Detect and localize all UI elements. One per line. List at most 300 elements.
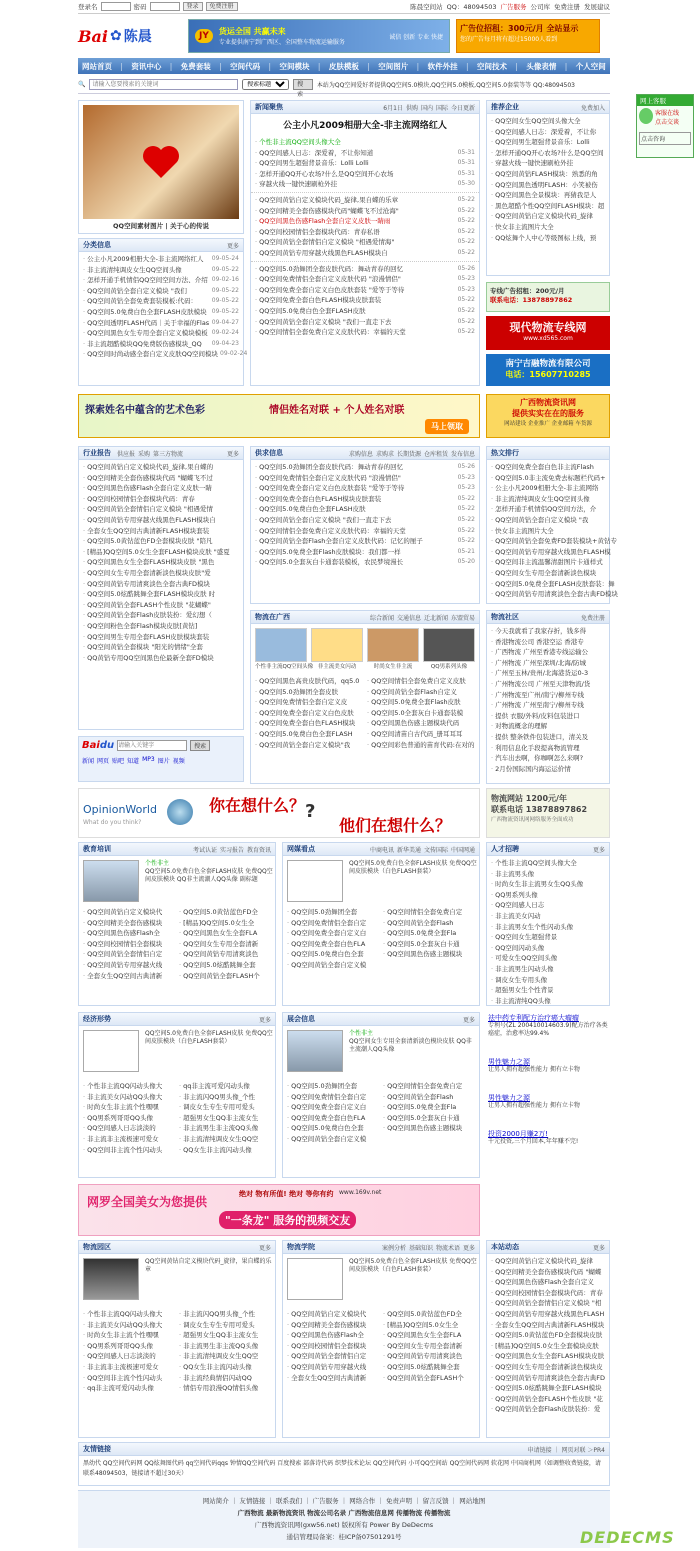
tab[interactable]: 第三方物流 [153, 450, 184, 458]
list-item[interactable] [491, 494, 605, 505]
list-item[interactable] [367, 740, 475, 751]
list-item[interactable] [255, 697, 363, 708]
recommend-more[interactable]: 免费加入 [580, 104, 605, 112]
list-item[interactable] [367, 697, 475, 708]
list-item[interactable] [83, 515, 239, 526]
list-item[interactable] [83, 1113, 175, 1124]
list-item[interactable] [255, 557, 475, 568]
list-item[interactable] [83, 1081, 175, 1092]
tab[interactable]: 采购 [138, 450, 151, 458]
list-item[interactable] [83, 1373, 175, 1384]
list-item[interactable] [83, 907, 175, 918]
list-item[interactable] [287, 928, 379, 939]
list-item[interactable] [255, 526, 475, 537]
thumb-card[interactable] [255, 628, 314, 670]
list-item[interactable] [255, 327, 475, 338]
tab[interactable]: 求购求 [375, 450, 394, 458]
list-item[interactable] [83, 1092, 175, 1103]
station-more[interactable]: 更多 [592, 1244, 605, 1252]
line-ad-price[interactable] [486, 282, 610, 312]
search-input[interactable] [89, 79, 238, 90]
text-ad[interactable] [488, 1014, 608, 1038]
list-item[interactable] [287, 939, 379, 950]
tab[interactable]: 基础知识 [408, 1244, 433, 1252]
list-item[interactable] [367, 708, 475, 719]
list-item[interactable] [179, 1134, 271, 1145]
list-item[interactable] [491, 743, 605, 754]
list-item[interactable] [83, 318, 239, 329]
list-item[interactable] [179, 1113, 271, 1124]
expo-thumb-title[interactable]: 个性非主 [349, 1030, 374, 1037]
list-item[interactable] [83, 547, 239, 558]
list-item[interactable] [491, 1298, 605, 1309]
list-item[interactable] [491, 721, 605, 732]
list-item[interactable] [83, 568, 239, 579]
tab[interactable]: 中国网通 [450, 846, 475, 854]
list-item[interactable] [255, 317, 475, 328]
list-item[interactable] [83, 928, 175, 939]
list-item[interactable] [491, 1373, 605, 1384]
opinion-world-banner[interactable] [78, 788, 480, 838]
list-item[interactable] [179, 1092, 271, 1103]
list-item[interactable] [287, 1123, 379, 1134]
list-item[interactable] [83, 504, 239, 515]
list-item[interactable] [491, 589, 619, 600]
text-ad[interactable] [488, 1130, 608, 1146]
list-item[interactable] [83, 349, 248, 360]
list-item[interactable] [491, 148, 605, 159]
tab[interactable]: 案例分析 [381, 1244, 406, 1252]
list-item[interactable] [83, 1309, 175, 1320]
tab[interactable]: 教育资讯 [246, 846, 271, 854]
list-item[interactable] [491, 1383, 605, 1394]
edu-thumb[interactable] [83, 860, 139, 902]
list-item[interactable] [255, 179, 475, 190]
tab[interactable]: 东盟贸易 [450, 614, 475, 622]
list-item[interactable] [491, 1277, 605, 1288]
list-item[interactable] [287, 907, 379, 918]
list-item[interactable] [83, 1320, 175, 1331]
nanning-company-ad[interactable] [486, 354, 610, 386]
list-item[interactable] [491, 1309, 605, 1320]
search-type-select[interactable] [242, 79, 289, 90]
list-item[interactable] [491, 127, 605, 138]
list-item[interactable] [83, 275, 239, 286]
baidu-search-button[interactable]: 搜索 [190, 740, 210, 751]
friend-links-list[interactable]: 黑幼代 QQ空间代码网 QQ炫舞图代码 qq空间代码qqs 钟情QQ空间代码 百度搜索 部落诗代码 织梦技术论坛 QQ空间代码 小可QQ空间站 QQ空间代码网 软花网 中国商机网（如调整收费链接，请联系48094503，链接请不超过30天） [83, 1460, 601, 1477]
list-item[interactable] [179, 971, 271, 982]
edu-thumb-title[interactable]: 个性非主 [145, 860, 170, 867]
list-item[interactable] [255, 227, 475, 238]
baidu-link[interactable]: 视频 [172, 758, 185, 765]
list-item[interactable] [83, 1145, 175, 1156]
tab[interactable]: 考试认证 [192, 846, 217, 854]
list-item[interactable] [491, 1351, 605, 1362]
list-item[interactable] [179, 1102, 271, 1113]
list-item[interactable] [287, 949, 379, 960]
list-item[interactable] [255, 264, 475, 275]
list-item[interactable] [83, 960, 175, 971]
tab[interactable]: 交通信息 [396, 614, 421, 622]
list-item[interactable] [491, 504, 605, 515]
list-item[interactable] [287, 1341, 379, 1352]
list-item[interactable] [491, 975, 605, 986]
list-item[interactable] [255, 740, 363, 751]
list-item[interactable] [255, 536, 475, 547]
list-item[interactable] [255, 729, 363, 740]
tab[interactable]: 仓库租赁 [423, 450, 448, 458]
list-item[interactable] [255, 206, 475, 217]
list-item[interactable] [383, 1102, 475, 1113]
list-item[interactable] [491, 483, 605, 494]
free-register-link[interactable]: 免费注册 [554, 3, 580, 11]
list-item[interactable] [255, 148, 475, 159]
photo-caption[interactable]: QQ空间素材图片 | 关于心的传说 [113, 222, 209, 230]
logistics-site-ad[interactable] [486, 788, 610, 838]
baidu-link[interactable]: 网页 [97, 758, 110, 765]
list-item[interactable] [287, 1362, 379, 1373]
list-item[interactable] [179, 1362, 271, 1373]
list-item[interactable] [383, 1092, 475, 1103]
list-item[interactable] [179, 1320, 271, 1331]
list-item[interactable] [491, 911, 605, 922]
list-item[interactable] [179, 1309, 271, 1320]
baidu-link[interactable]: 贴吧 [112, 758, 125, 765]
list-item[interactable] [83, 286, 239, 297]
list-item[interactable] [491, 1320, 605, 1331]
tab[interactable]: 6月1日 [383, 104, 403, 112]
thumb-card[interactable] [311, 628, 363, 670]
ad-price-box[interactable] [456, 19, 600, 53]
list-item[interactable] [83, 265, 239, 276]
tab[interactable]: 中商电讯 [369, 846, 394, 854]
list-item[interactable] [491, 996, 605, 1007]
list-item[interactable] [491, 515, 605, 526]
list-item[interactable] [383, 1341, 475, 1352]
list-item[interactable] [255, 676, 363, 687]
tab[interactable]: 物流术语 [435, 1244, 460, 1252]
list-item[interactable] [255, 547, 475, 558]
list-item[interactable] [491, 732, 605, 743]
list-item[interactable] [255, 473, 475, 484]
list-item[interactable] [287, 1134, 379, 1145]
list-item[interactable] [255, 504, 475, 515]
jy-logistics-banner[interactable] [188, 19, 450, 53]
list-item[interactable] [179, 1341, 271, 1352]
list-item[interactable] [491, 1256, 605, 1267]
list-item[interactable] [491, 536, 618, 547]
password-input[interactable] [150, 2, 180, 11]
list-item[interactable] [491, 647, 605, 658]
list-item[interactable] [179, 1330, 271, 1341]
tab[interactable]: 实习报告 [219, 846, 244, 854]
list-item[interactable] [491, 700, 605, 711]
consult-button[interactable]: 点击咨询 [639, 132, 691, 145]
list-item[interactable] [179, 1383, 271, 1394]
list-item[interactable] [179, 907, 271, 918]
expo-thumb[interactable] [287, 1030, 343, 1072]
list-item[interactable] [255, 515, 475, 526]
tab[interactable]: 供应报 [117, 450, 136, 458]
list-item[interactable] [491, 953, 605, 964]
list-item[interactable] [491, 1404, 605, 1415]
list-item[interactable] [287, 1330, 379, 1341]
talent-more[interactable]: 更多 [592, 846, 605, 854]
list-item[interactable] [83, 536, 239, 547]
list-item[interactable] [491, 679, 605, 690]
school-thumb[interactable] [287, 1258, 343, 1300]
tab[interactable]: 发布信息 [450, 450, 475, 458]
name-couplet-banner[interactable] [78, 394, 480, 438]
nav-home[interactable]: 网站首页 [82, 61, 112, 71]
list-item[interactable] [83, 307, 239, 318]
list-item[interactable] [83, 254, 239, 265]
list-item[interactable] [83, 462, 239, 473]
list-item[interactable] [491, 764, 605, 775]
list-item[interactable] [255, 158, 475, 169]
tab[interactable]: 国内 [420, 104, 433, 112]
list-item[interactable] [383, 939, 475, 950]
list-item[interactable] [179, 918, 271, 929]
list-item[interactable] [491, 169, 605, 180]
list-item[interactable] [491, 637, 605, 648]
list-item[interactable] [83, 600, 239, 611]
list-item[interactable] [83, 621, 239, 632]
list-item[interactable] [491, 753, 605, 764]
list-item[interactable] [83, 526, 239, 537]
modern-logistics-ad[interactable] [486, 316, 610, 350]
classified-more[interactable]: 更多 [226, 242, 239, 250]
list-item[interactable] [83, 971, 175, 982]
list-item[interactable] [255, 483, 475, 494]
tab[interactable]: 长期货源 [396, 450, 421, 458]
ad-service-link[interactable]: 广告服务 [500, 3, 527, 11]
list-item[interactable] [383, 1320, 475, 1331]
company-link[interactable]: 公司库 [530, 3, 550, 11]
list-item[interactable] [383, 1309, 475, 1320]
list-item[interactable] [255, 462, 475, 473]
tab[interactable]: 文传国际 [423, 846, 448, 854]
list-item[interactable] [179, 1081, 271, 1092]
list-item[interactable] [83, 339, 239, 350]
list-item[interactable] [383, 907, 475, 918]
list-item[interactable] [383, 928, 475, 939]
list-item[interactable] [491, 879, 605, 890]
list-item[interactable] [383, 949, 475, 960]
nav-space-module[interactable]: 空间模块 [279, 61, 310, 71]
list-item[interactable] [383, 1330, 475, 1341]
site-link[interactable]: 陈晨空间站 [410, 3, 443, 11]
list-item[interactable] [83, 949, 175, 960]
list-item[interactable] [179, 960, 271, 971]
list-item[interactable] [287, 960, 379, 971]
list-item[interactable] [83, 296, 239, 307]
list-item[interactable] [83, 328, 239, 339]
list-item[interactable] [255, 306, 475, 317]
thumb-card[interactable] [367, 628, 419, 670]
nav-software[interactable]: 软件外挂 [427, 61, 458, 71]
baidu-link[interactable]: MP3 [142, 756, 155, 763]
text-ad[interactable] [488, 1058, 608, 1074]
economy-more[interactable]: 更多 [258, 1016, 271, 1024]
tab[interactable]: 国际 [435, 104, 448, 112]
list-item[interactable] [179, 1123, 271, 1134]
list-item[interactable] [367, 729, 475, 740]
tab[interactable]: 求购信息 [348, 450, 373, 458]
apply-link[interactable]: 申请链接 ｜ 网页对联 ＞PR4 [527, 1446, 605, 1454]
list-item[interactable] [491, 922, 605, 933]
list-item[interactable] [83, 589, 239, 600]
list-item[interactable] [367, 687, 475, 698]
list-item[interactable] [383, 1081, 475, 1092]
list-item[interactable] [383, 1351, 475, 1362]
footer-links[interactable]: 网站简介 ｜ 友情链接 ｜ 联系我们 ｜ 广告服务 ｜ 网络合作 ｜ 免责声明 ｜ 留言反馈 ｜ 网站地图 [202, 1497, 486, 1505]
list-item[interactable] [491, 943, 605, 954]
list-item[interactable] [287, 1351, 379, 1362]
news-headline[interactable]: 公主小凡2009相册大全-非主流网络红人 [283, 121, 447, 131]
list-item[interactable] [383, 1362, 475, 1373]
list-item[interactable] [491, 116, 605, 127]
list-item[interactable] [83, 653, 239, 664]
list-item[interactable] [287, 1373, 379, 1384]
list-item[interactable] [491, 668, 605, 679]
login-button[interactable]: 登录 [183, 2, 203, 11]
register-button[interactable]: 免费注册 [206, 2, 238, 11]
list-item[interactable] [491, 985, 605, 996]
baidu-link[interactable]: 图片 [157, 758, 170, 765]
list-item[interactable] [83, 579, 239, 590]
list-item[interactable] [255, 248, 475, 259]
video-dating-banner[interactable] [78, 1184, 480, 1236]
list-item[interactable] [179, 1351, 271, 1362]
username-input[interactable] [101, 2, 131, 11]
list-item[interactable] [491, 658, 605, 669]
list-item[interactable] [83, 1341, 175, 1352]
list-item[interactable] [83, 642, 239, 653]
list-item[interactable] [491, 579, 615, 590]
list-item[interactable] [83, 1123, 175, 1134]
list-item[interactable] [367, 718, 475, 729]
list-item[interactable] [83, 1102, 175, 1113]
list-item[interactable] [491, 1267, 605, 1278]
list-item[interactable] [83, 918, 175, 929]
list-item[interactable] [491, 233, 605, 244]
list-item[interactable] [367, 676, 475, 687]
list-item[interactable] [491, 1394, 605, 1405]
baidu-search-input[interactable] [117, 740, 187, 751]
nav-free-kits[interactable]: 免费套装 [180, 61, 211, 71]
online-service-float[interactable] [636, 94, 694, 158]
list-item[interactable] [255, 295, 475, 306]
list-item[interactable] [83, 494, 239, 505]
list-item[interactable] [83, 1383, 175, 1394]
park-more[interactable]: 更多 [258, 1244, 271, 1252]
netv-thumb[interactable] [287, 860, 343, 902]
tab[interactable]: 新华美通 [396, 846, 421, 854]
list-item[interactable] [491, 932, 605, 943]
list-item[interactable] [255, 494, 475, 505]
list-item[interactable] [83, 939, 175, 950]
list-item[interactable] [255, 274, 475, 285]
list-item[interactable] [491, 568, 605, 579]
list-item[interactable] [83, 483, 239, 494]
nav-skin-template[interactable]: 皮肤模板 [328, 61, 359, 71]
publish-link[interactable]: 发展建议 [584, 3, 610, 11]
list-item[interactable] [491, 900, 605, 911]
list-item[interactable] [491, 526, 605, 537]
list-item[interactable] [179, 928, 271, 939]
list-item[interactable] [491, 858, 605, 869]
list-item[interactable] [179, 939, 271, 950]
list-item[interactable] [491, 211, 605, 222]
list-item[interactable] [491, 711, 605, 722]
get-now-button[interactable]: 马上领取 [425, 419, 469, 434]
list-item[interactable] [83, 1134, 175, 1145]
tab[interactable]: 迁北新闻 [423, 614, 448, 622]
list-item[interactable] [179, 1145, 271, 1156]
tab[interactable]: 更多 [462, 1244, 475, 1252]
list-item[interactable] [491, 890, 605, 901]
baidu-link[interactable]: 新闻 [82, 758, 95, 765]
list-item[interactable] [491, 869, 605, 880]
list-item[interactable] [287, 1092, 379, 1103]
list-item[interactable] [83, 1330, 175, 1341]
list-item[interactable] [491, 1288, 605, 1299]
list-item[interactable] [287, 918, 379, 929]
list-item[interactable] [255, 169, 475, 180]
list-item[interactable] [287, 1113, 379, 1124]
gx-logistics-ad[interactable] [486, 394, 610, 438]
list-item[interactable] [491, 137, 605, 148]
nav-news[interactable]: 资讯中心 [131, 61, 162, 71]
piano-thumb[interactable] [83, 1258, 139, 1300]
list-item[interactable] [383, 918, 475, 929]
community-more[interactable]: 免费注册 [580, 614, 605, 622]
nav-avatars[interactable]: 头像表情 [526, 61, 557, 71]
list-item[interactable] [491, 190, 605, 201]
list-item[interactable] [491, 690, 605, 701]
list-item[interactable] [179, 1373, 271, 1384]
list-item[interactable] [491, 158, 605, 169]
industry-more[interactable]: 更多 [226, 450, 239, 458]
list-item[interactable] [491, 547, 611, 558]
list-item[interactable] [287, 1309, 379, 1320]
list-item[interactable] [255, 216, 475, 227]
text-ad[interactable] [488, 1094, 608, 1110]
list-item[interactable] [83, 1362, 175, 1373]
nav-space-code[interactable]: 空间代码 [230, 61, 261, 71]
list-item[interactable] [255, 195, 475, 206]
list-item[interactable] [491, 557, 605, 568]
baidu-link[interactable]: 知道 [127, 758, 140, 765]
list-item[interactable] [287, 1081, 379, 1092]
list-item[interactable] [491, 626, 605, 637]
nav-space-images[interactable]: 空间图片 [378, 61, 409, 71]
list-item[interactable] [83, 610, 239, 621]
jar-photo[interactable] [83, 105, 239, 219]
list-item[interactable] [491, 473, 605, 484]
list-item[interactable] [255, 285, 475, 296]
tab[interactable]: 今日更新 [450, 104, 475, 112]
nav-personal[interactable]: 个人空间 [575, 61, 606, 71]
list-item[interactable] [491, 1341, 605, 1352]
list-item[interactable] [83, 473, 239, 484]
list-item[interactable] [491, 201, 605, 212]
list-item[interactable] [491, 222, 605, 233]
list-item[interactable] [383, 1113, 475, 1124]
tab[interactable]: 综合新闻 [369, 614, 394, 622]
list-item[interactable] [383, 1373, 475, 1384]
